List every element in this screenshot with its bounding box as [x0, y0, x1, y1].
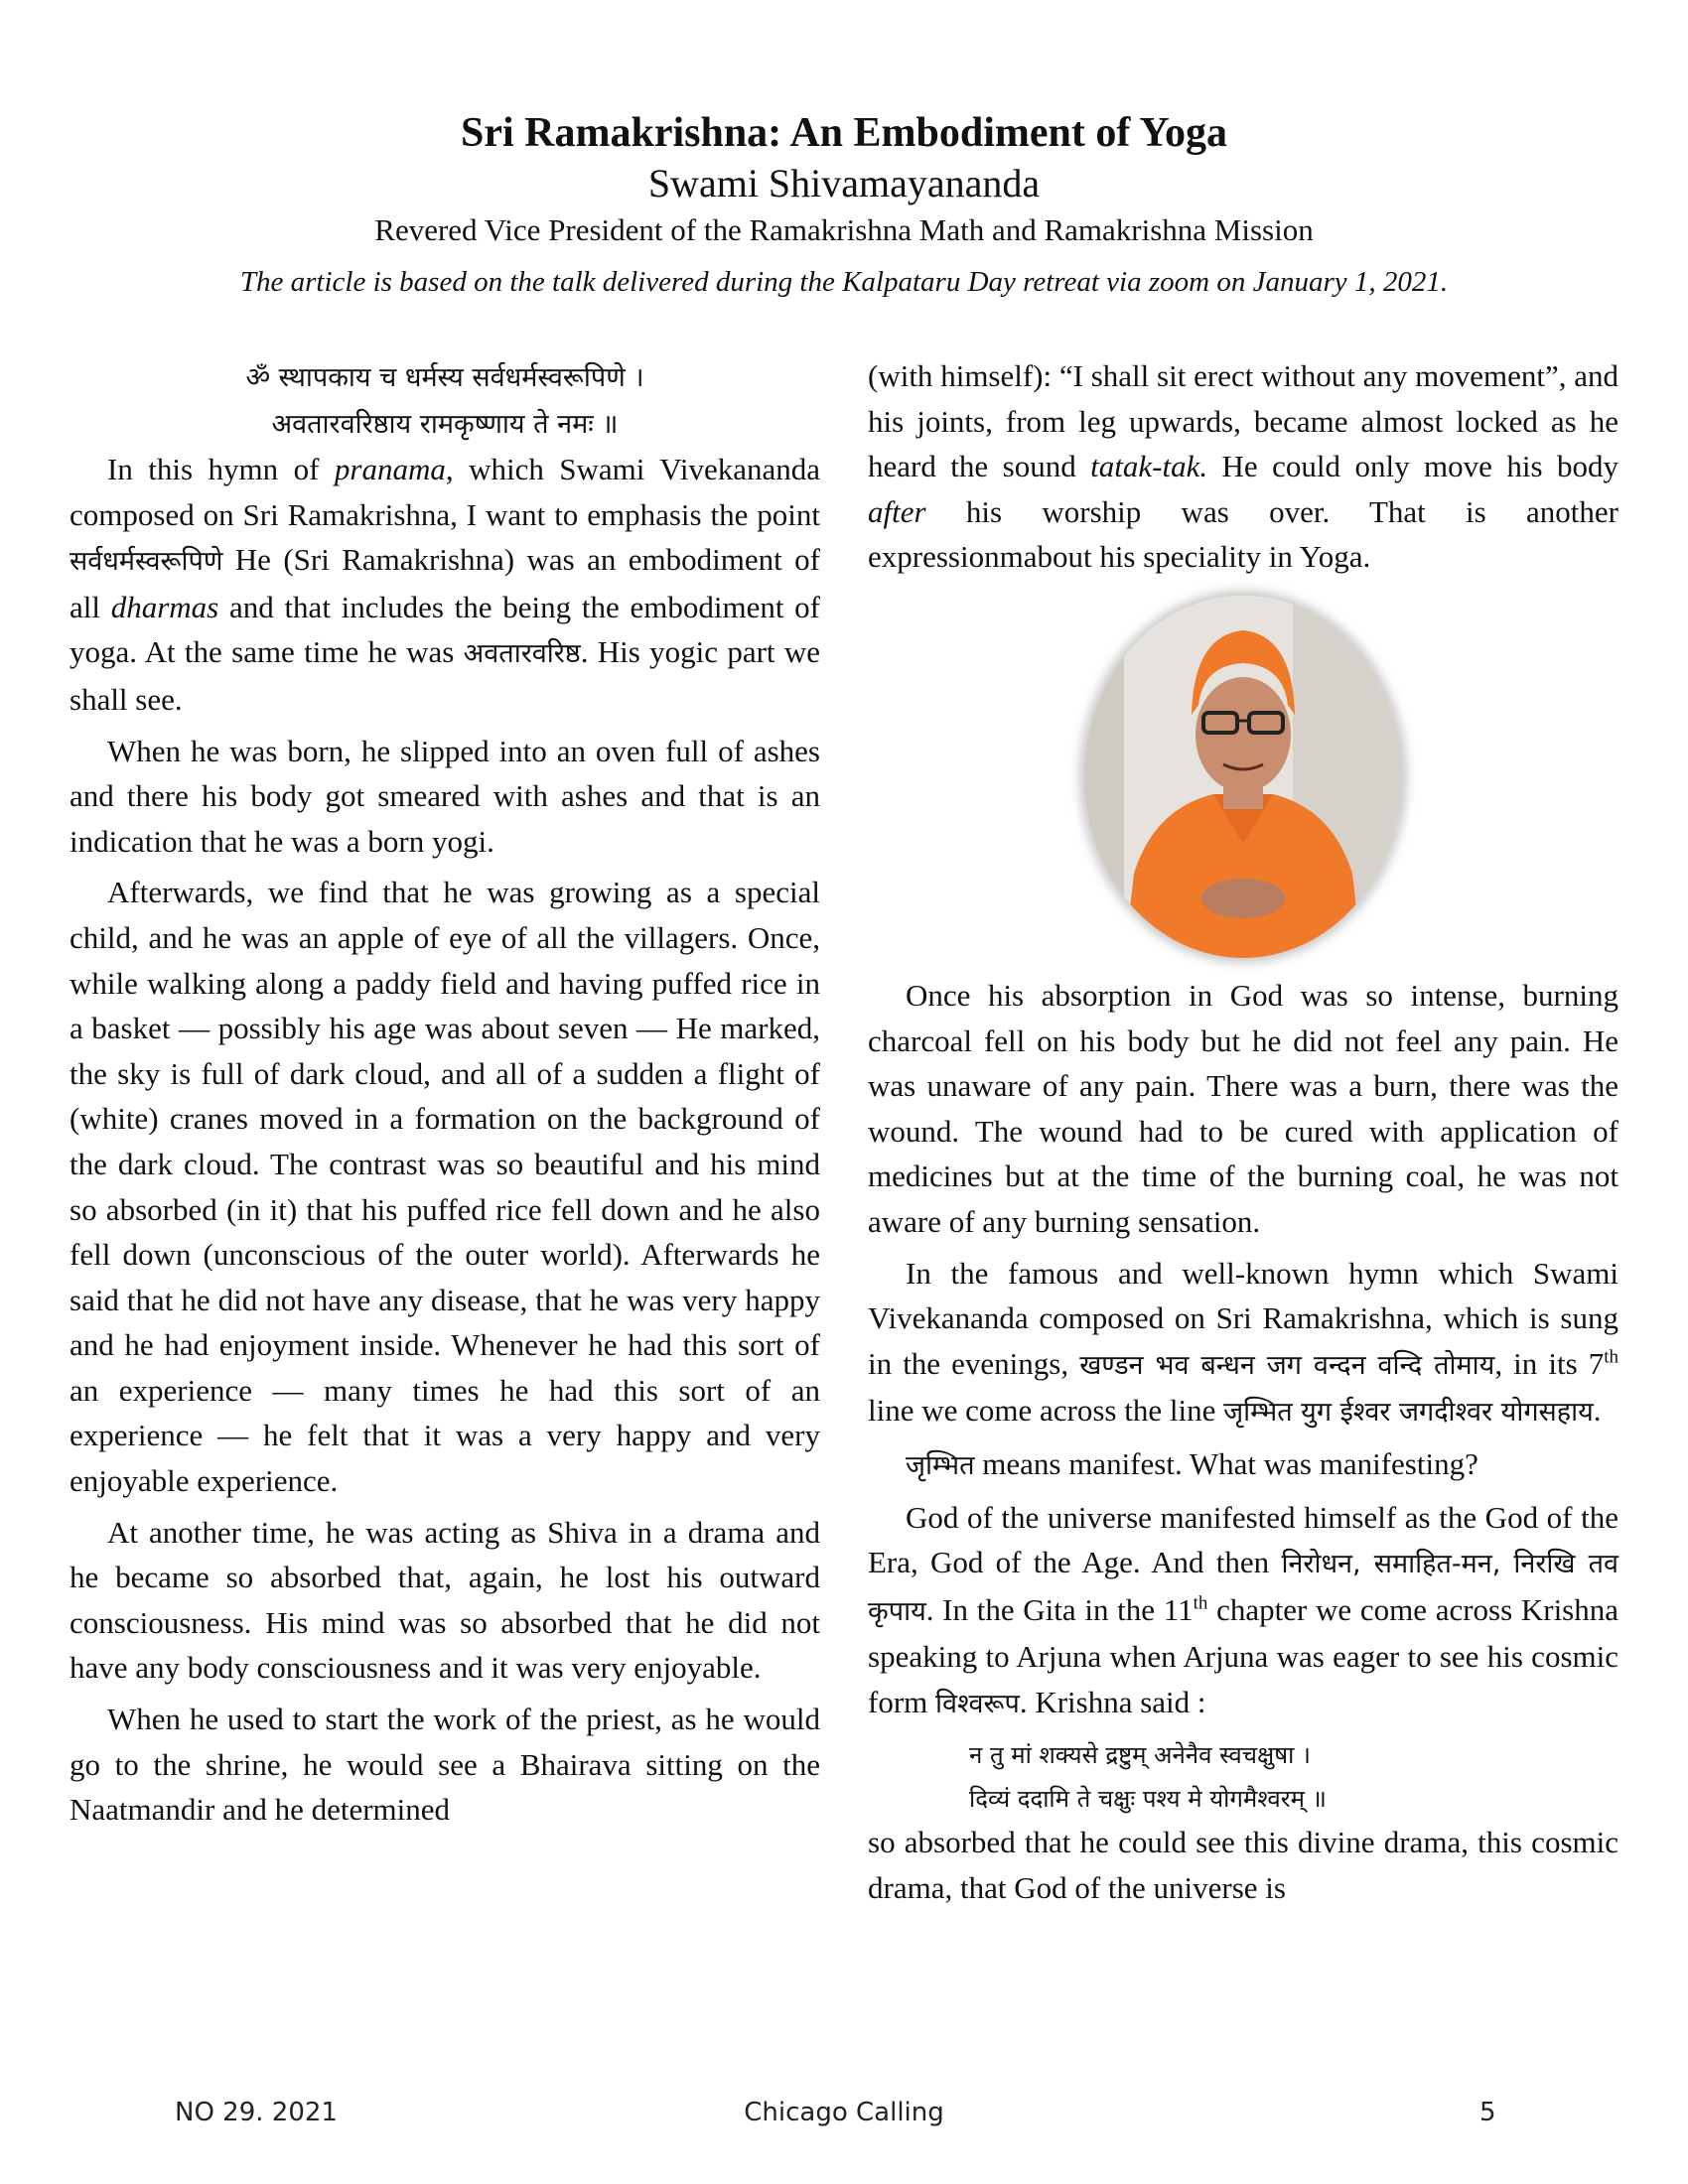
right-column	[868, 353, 1618, 1917]
portrait-illustration	[1084, 596, 1402, 958]
publication-name: Chicago Calling	[744, 2098, 944, 2127]
paragraph: Afterwards, we find that he was growing as a special child, and he was an apple of eye of all the villagers. Once, while walking along a paddy field and having puffed rice in a basket — possibly his age was about seven — He marked, the sky is full of dark cloud, and all of a sudden a flight of (white) cranes moved in a formation on the background of the dark cloud. The contrast was so beautiful and his mind so absorbed (in it) that his puffed rice fell down and he also fell down (unconscious of the outer world). Afterwards he said that he did not have any disease, that he was very happy and he had enjoyment inside. Whenever he had this sort of an experience — many times he had this sort of an experience — he felt that it was a very happy and very enjoyable experience.	[70, 875, 820, 1499]
paragraph: so absorbed that he could see this divine drama, this cosmic drama, that God of the universe is	[868, 1825, 1618, 1906]
page-number: 5	[1479, 2098, 1496, 2127]
paragraph: In the famous and well-known hymn which Swami Vivekananda composed on Sri Ramakrishna, which is sung in the evenings, खण्डन भव बन्धन जग वन्दन वन्दि तोमाय, in its 7th line we come across the line जृम्भित युग ईश्वर जगदीश्वर योगसहाय.	[868, 1255, 1619, 1429]
paragraph: जृम्भित means manifest. What was manifesting?	[906, 1445, 1478, 1481]
article-title: Sri Ramakrishna: An Embodiment of Yoga	[460, 110, 1228, 156]
page-footer	[0, 2098, 1688, 2137]
sloka-line-2: अवतारवरिष्ठाय रामकृष्णाय ते नमः ॥	[271, 409, 619, 440]
paragraph: At another time, he was acting as Shiva in a drama and he became so absorbed that, again, he lost his outward consciousness. His mind was so absorbed that he did not have any body consciousness and it was very enjoyable.	[70, 1514, 820, 1686]
left-column	[70, 353, 820, 1839]
gita-verse-line-1: न तु मां शक्यसे द्रष्टुम् अनेनैव स्वचक्षुषा ।	[969, 1741, 1312, 1770]
paragraph: In this hymn of pranama, which Swami Vivekananda composed on Sri Ramakrishna, I want to emphasis the point सर्वधर्मस्वरूपिणे He (Sri Ramakrishna) was an embodiment of all dharmas and that includes the being the embodiment of yoga. At the same time he was अवतारवरिष्ठ. His yogic part we shall see.	[70, 452, 821, 717]
gita-verse-line-2: दिव्यं ददामि ते चक्षुः पश्य मे योगमैश्वरम् ॥	[969, 1785, 1327, 1814]
paragraph: Once his absorption in God was so intense, burning charcoal fell on his body but he did not feel any pain. He was unaware of any pain. There was a burn, there was the wound. The wound had to be cured with application of medicines but at the time of the burning coal, he was not aware of any burning sensation.	[868, 977, 1618, 1239]
paragraph: When he was born, he slipped into an oven full of ashes and there his body got smeared with ashes and that is an indication that he was a born yogi.	[70, 733, 820, 859]
author-name: Swami Shivamayananda	[647, 161, 1041, 205]
issue-number: NO 29. 2021	[175, 2098, 338, 2127]
author-role: Revered Vice President of the Ramakrishna Math and Ramakrishna Mission	[374, 212, 1314, 247]
portrait-frame	[868, 596, 1618, 973]
sloka-line-1: ॐ स्थापकाय च धर्मस्य सर्वधर्मस्वरूपिणे ।	[245, 362, 644, 393]
paragraph: (with himself): “I shall sit erect without any movement”, and his joints, from leg upwards, became almost locked as he heard the sound tatak-tak. He could only move his body after his worship was over. That is another expressionmabout his speciality in Yoga.	[868, 358, 1619, 575]
article-header	[0, 107, 1688, 304]
paragraph: When he used to start the work of the priest, as he would go to the shrine, he would see a Bhairava sitting on the Naatmandir and he determined	[70, 1702, 820, 1828]
swami-portrait-photo	[1084, 596, 1402, 958]
paragraph: God of the universe manifested himself as the God of the Era, God of the Age. And then निरोधन, समाहित-मन, निरखि तव कृपाय. In the Gita in the 11th chapter we come across Krishna speaking to Arjuna when Arjuna was eager to see his cosmic form विश्वरूप. Krishna said :	[868, 1499, 1619, 1719]
article-note: The article is based on the talk delivered during the Kalpataru Day retreat via zoom on January 1, 2021.	[239, 266, 1449, 298]
